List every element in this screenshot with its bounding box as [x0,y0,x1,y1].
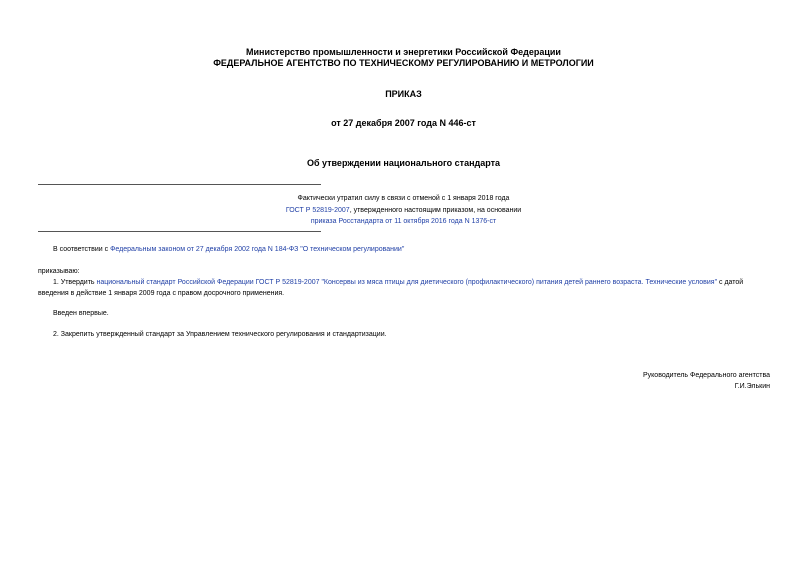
bottom-divider [38,231,321,232]
status-note-line2 [0,206,807,216]
signature-name: Г.И.Элькин [734,383,770,390]
doc-subject: Об утверждении национального стандарта [306,158,501,168]
signature-title: Руководитель Федерального агентства [642,372,770,379]
intro-prefix: В соответствии с [53,246,111,253]
national-standard-link[interactable]: национальный стандарт Российской Федерации ГОСТ Р 52819-2007 "Консервы из мяса птицы для диетического (профилактического) питания детей раннего возраста. Технические условия" [96,279,718,286]
item2-paragraph: 2. Закрепить утвержденный стандарт за Управлением технического регулирования и стандартизации. [53,331,387,338]
introduced-note: Введен впервые. [53,310,109,317]
doc-date-number: от 27 декабря 2007 года N 446-ст [331,118,476,128]
gost-link[interactable]: ГОСТ Р 52819-2007 [285,207,350,214]
intro-paragraph [38,244,770,255]
top-divider [38,184,321,185]
federal-law-link[interactable]: Федеральным законом от 27 декабря 2002 года N 184-ФЗ "О техническом регулировании" [110,246,405,253]
rosstandart-order-link[interactable]: приказа Росстандарта от 11 октября 2016 года N 1376-ст [310,218,497,225]
status-note-line2-text: , утвержденного настоящим приказом, на основании [349,207,522,214]
ministry-name: Министерство промышленности и энергетики Российской Федерации [246,47,561,57]
item1-paragraph [38,277,770,299]
item1-prefix: 1. Утвердить [53,279,97,286]
doc-type: ПРИКАЗ [385,89,422,99]
status-note-line1: Фактически утратил силу в связи с отменой с 1 января 2018 года [297,195,510,202]
order-word: приказываю: [38,268,80,275]
agency-name: ФЕДЕРАЛЬНОЕ АГЕНТСТВО ПО ТЕХНИЧЕСКОМУ РЕГУЛИРОВАНИЮ И МЕТРОЛОГИИ [213,58,594,68]
status-note-line3 [0,217,807,227]
item1-rest: с датой введения в действие 1 января 2009 года с правом досрочного применения. [38,279,744,297]
